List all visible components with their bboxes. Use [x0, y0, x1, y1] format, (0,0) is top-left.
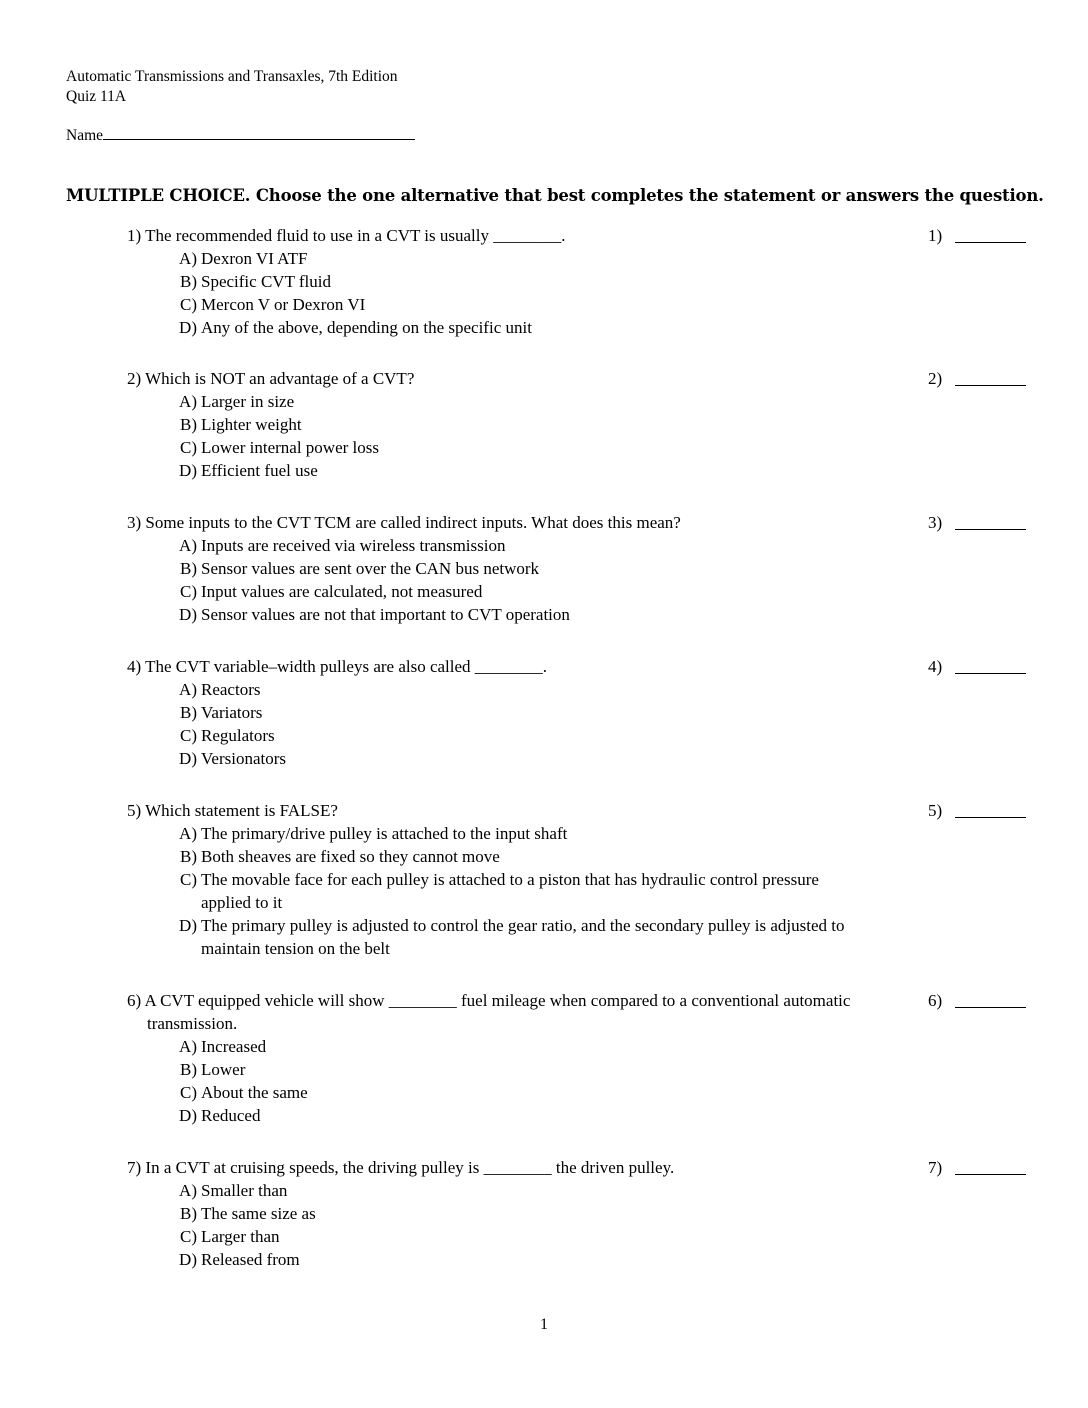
option-letter: B) [180, 272, 197, 291]
option-text: Efficient fuel use [201, 461, 318, 480]
answer-option[interactable] [127, 1179, 927, 1202]
question-text [127, 367, 907, 390]
question-number: 5) [127, 801, 142, 820]
answer-number: 7) [928, 1158, 943, 1177]
option-letter: C) [180, 1083, 197, 1102]
question-5 [127, 799, 927, 960]
question-prompt: Which statement is FALSE? [145, 801, 338, 820]
option-text: Sensor values are sent over the CAN bus network [201, 559, 540, 578]
option-letter: D) [179, 1106, 197, 1125]
option-text: Input values are calculated, not measured [201, 582, 483, 601]
question-text [127, 989, 907, 1035]
option-letter: A) [179, 392, 197, 411]
question-3 [127, 511, 927, 626]
question-prompt: In a CVT at cruising speeds, the driving pulley is ________ the driven pulley. [145, 1158, 675, 1177]
answer-number: 2) [928, 369, 943, 388]
answer-option[interactable] [127, 1081, 927, 1104]
instructions: MULTIPLE CHOICE. Choose the one alternative that best completes the statement or answers the question. [66, 186, 1044, 205]
name-field[interactable] [66, 125, 415, 146]
option-letter: D) [179, 461, 197, 480]
answer-blank[interactable] [955, 385, 1026, 386]
option-letter: B) [180, 1204, 197, 1223]
answer-option[interactable] [127, 557, 927, 580]
question-prompt: Some inputs to the CVT TCM are called indirect inputs. What does this mean? [145, 513, 681, 532]
option-text: Versionators [201, 749, 286, 768]
answer-option[interactable] [127, 1248, 927, 1271]
option-letter: B) [180, 1060, 197, 1079]
quiz-title: Quiz 11A [66, 88, 127, 105]
answer-blank[interactable] [955, 1174, 1026, 1175]
answer-option[interactable] [127, 724, 927, 747]
answer-number: 3) [928, 513, 943, 532]
option-letter: D) [179, 749, 197, 768]
answer-option[interactable] [127, 1225, 927, 1248]
question-number: 2) [127, 369, 142, 388]
option-letter: B) [180, 703, 197, 722]
option-letter: B) [180, 559, 197, 578]
answer-option[interactable] [127, 390, 927, 413]
answer-option[interactable] [127, 270, 927, 293]
question-2 [127, 367, 927, 482]
question-number: 4) [127, 657, 142, 676]
question-number: 6) [127, 991, 142, 1010]
question-text [127, 511, 907, 534]
option-letter: D) [179, 318, 197, 337]
option-text: The movable face for each pulley is attached to a piston that has hydraulic control pressure applied to it [201, 870, 819, 912]
answer-option[interactable] [127, 534, 927, 557]
answer-option[interactable] [127, 914, 927, 960]
option-letter: A) [179, 536, 197, 555]
option-text: Larger than [201, 1227, 280, 1246]
answer-option[interactable] [127, 293, 927, 316]
question-number: 3) [127, 513, 142, 532]
answer-option[interactable] [127, 868, 927, 914]
answer-blank[interactable] [955, 529, 1026, 530]
option-text: The primary/drive pulley is attached to the input shaft [201, 824, 568, 843]
option-letter: C) [180, 1227, 197, 1246]
answer-option[interactable] [127, 1202, 927, 1225]
answer-option[interactable] [127, 678, 927, 701]
option-text: About the same [201, 1083, 308, 1102]
question-text [127, 655, 907, 678]
question-4 [127, 655, 927, 770]
option-letter: A) [179, 824, 197, 843]
option-text: Sensor values are not that important to CVT operation [201, 605, 570, 624]
option-text: Reduced [201, 1106, 261, 1125]
option-letter: B) [180, 415, 197, 434]
option-letter: A) [179, 1181, 197, 1200]
question-number: 7) [127, 1158, 142, 1177]
page-number: 1 [540, 1316, 548, 1333]
answer-option[interactable] [127, 580, 927, 603]
question-1 [127, 224, 927, 339]
option-letter: B) [180, 847, 197, 866]
option-text: Lighter weight [201, 415, 302, 434]
answer-blank[interactable] [955, 242, 1026, 243]
option-text: Reactors [201, 680, 261, 699]
option-text: Regulators [201, 726, 275, 745]
question-text [127, 1156, 907, 1179]
option-letter: C) [180, 582, 197, 601]
option-letter: A) [179, 249, 197, 268]
question-7 [127, 1156, 927, 1271]
answer-number: 5) [928, 801, 943, 820]
option-text: Increased [201, 1037, 267, 1056]
option-letter: C) [180, 870, 197, 889]
answer-blank[interactable] [955, 673, 1026, 674]
answer-option[interactable] [127, 822, 927, 845]
answer-number: 6) [928, 991, 943, 1010]
option-letter: C) [180, 726, 197, 745]
option-text: Any of the above, depending on the specific unit [201, 318, 532, 337]
answer-option[interactable] [127, 247, 927, 270]
option-text: Released from [201, 1250, 300, 1269]
option-text: Smaller than [201, 1181, 288, 1200]
option-text: Mercon V or Dexron VI [201, 295, 366, 314]
question-prompt: A CVT equipped vehicle will show ________ fuel mileage when compared to a conventional automatic transmission. [144, 991, 851, 1033]
name-label: Name [66, 127, 104, 144]
question-text [127, 224, 907, 247]
answer-option[interactable] [127, 747, 927, 770]
question-6 [127, 989, 927, 1127]
answer-option[interactable] [127, 603, 927, 626]
option-letter: C) [180, 295, 197, 314]
answer-option[interactable] [127, 1035, 927, 1058]
answer-option[interactable] [127, 459, 927, 482]
answer-option[interactable] [127, 436, 927, 459]
option-letter: D) [179, 605, 197, 624]
answer-blank[interactable] [955, 1007, 1026, 1008]
option-text: Variators [201, 703, 263, 722]
question-prompt: The recommended fluid to use in a CVT is usually ________. [145, 226, 566, 245]
option-text: Inputs are received via wireless transmission [201, 536, 506, 555]
answer-option[interactable] [127, 845, 927, 868]
answer-option[interactable] [127, 413, 927, 436]
question-number: 1) [127, 226, 142, 245]
option-text: Lower [201, 1060, 246, 1079]
option-text: Dexron VI ATF [201, 249, 308, 268]
answer-option[interactable] [127, 1058, 927, 1081]
option-text: Specific CVT fluid [201, 272, 331, 291]
name-blank-line[interactable] [103, 125, 415, 140]
option-letter: A) [179, 1037, 197, 1056]
option-letter: D) [179, 1250, 197, 1269]
option-text: Larger in size [201, 392, 295, 411]
option-text: The primary pulley is adjusted to control the gear ratio, and the secondary pulley is adjusted to maintain tension on the belt [201, 916, 845, 958]
answer-option[interactable] [127, 701, 927, 724]
answer-option[interactable] [127, 316, 927, 339]
answer-number: 1) [928, 226, 943, 245]
option-letter: A) [179, 680, 197, 699]
option-text: The same size as [201, 1204, 316, 1223]
book-title: Automatic Transmissions and Transaxles, 7th Edition [66, 68, 398, 85]
option-letter: C) [180, 438, 197, 457]
question-prompt: The CVT variable–width pulleys are also called ________. [145, 657, 548, 676]
option-text: Both sheaves are fixed so they cannot move [201, 847, 500, 866]
answer-option[interactable] [127, 1104, 927, 1127]
answer-number: 4) [928, 657, 943, 676]
option-letter: D) [179, 916, 197, 935]
answer-blank[interactable] [955, 817, 1026, 818]
question-text [127, 799, 907, 822]
option-text: Lower internal power loss [201, 438, 379, 457]
question-prompt: Which is NOT an advantage of a CVT? [145, 369, 415, 388]
